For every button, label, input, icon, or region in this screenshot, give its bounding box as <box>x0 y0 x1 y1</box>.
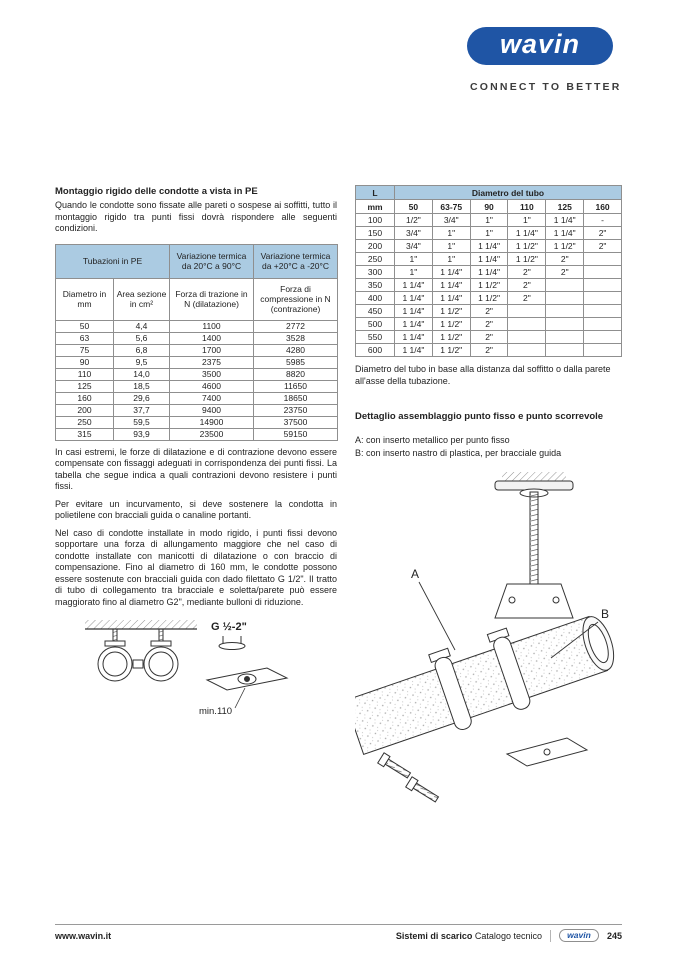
table-cell: 1" <box>470 214 508 227</box>
table-cell: 9,5 <box>114 356 170 368</box>
table-cell: 1 1/2" <box>508 253 546 266</box>
assembly-detail-diagram <box>355 468 622 823</box>
table-cell: 3500 <box>170 368 254 380</box>
table-cell <box>584 318 622 331</box>
table-row <box>356 253 622 266</box>
table-cell <box>584 331 622 344</box>
table-cell: 14,0 <box>114 368 170 380</box>
table-row <box>56 428 338 440</box>
table-cell: 315 <box>56 428 114 440</box>
thread-size-label: G ½-2" <box>211 621 247 633</box>
table-row <box>356 266 622 279</box>
intro-paragraph: Quando le condotte sono fissate alle pareti o sospese ai soffitti, tutto il montaggio rigido tra punti fissi dovrà rispondere alle seguenti condizioni. <box>55 200 337 233</box>
wavin-logo <box>467 27 613 65</box>
legend-a: A: con inserto metallico per punto fisso <box>355 435 510 445</box>
table-cell: 1 1/4" <box>546 214 584 227</box>
table-cell: 1" <box>395 253 433 266</box>
table-cell: 29,6 <box>114 392 170 404</box>
footer-section-bold: Sistemi di scarico <box>395 930 473 941</box>
table-cell: 1 1/4" <box>395 292 433 305</box>
table2-subheader-mm: mm <box>356 200 395 214</box>
min-dimension-leader <box>235 688 245 708</box>
screw-1 <box>378 753 412 781</box>
table-cell: 1 1/2" <box>432 344 470 357</box>
table-cell: 2" <box>470 331 508 344</box>
table-cell: 6,8 <box>114 344 170 356</box>
table1-header-variazione-meno20: Variazione termica da +20°C a -20°C <box>254 244 338 278</box>
table2-caption: Diametro del tubo in base alla distanza dal soffitto o dalla parete all'asse della tubazione. <box>355 364 611 386</box>
table-cell: 1 1/2" <box>508 240 546 253</box>
table-cell: 200 <box>56 404 114 416</box>
table2-col-90: 90 <box>470 200 508 214</box>
right-column <box>355 185 622 823</box>
table1-header-row-2 <box>56 278 338 320</box>
table-row <box>56 404 338 416</box>
table-cell: 1" <box>508 214 546 227</box>
table-cell: 1" <box>432 240 470 253</box>
table-cell: 1 1/4" <box>395 318 433 331</box>
table-row <box>356 305 622 318</box>
footer-wavin-logo-text: wavin <box>567 930 591 941</box>
table2-col-63-75: 63-75 <box>432 200 470 214</box>
threaded-rod <box>530 492 538 584</box>
table1-header <box>56 244 338 320</box>
detail-title: Dettaglio assemblaggio punto fisso e punto scorrevole <box>355 411 604 422</box>
table-cell: 1 1/4" <box>432 292 470 305</box>
table-cell: 1400 <box>170 332 254 344</box>
table-cell: 18650 <box>254 392 338 404</box>
table1-subheader-compressione: Forza di compressione in N (contrazione) <box>254 278 338 320</box>
table-cell: 5,6 <box>114 332 170 344</box>
table-cell <box>546 318 584 331</box>
table-cell: 1" <box>432 253 470 266</box>
table-cell: 2" <box>546 266 584 279</box>
table-cell: 3/4" <box>395 240 433 253</box>
table-cell: 125 <box>56 380 114 392</box>
bottom-plate <box>507 738 587 766</box>
table-cell: - <box>584 214 622 227</box>
pipe-clamps-cross-section <box>98 629 178 681</box>
table-cell: 1 1/4" <box>395 305 433 318</box>
footer-right <box>396 929 622 942</box>
table-cell: 550 <box>356 331 395 344</box>
table-cell: 150 <box>356 227 395 240</box>
footer-divider <box>55 924 622 925</box>
min-dimension-label: min.110 <box>199 706 233 717</box>
legend-b: B: con inserto nastro di plastica, per bracciale guida <box>355 448 562 458</box>
table-cell: 4280 <box>254 344 338 356</box>
fixing-detail-diagram <box>83 618 337 733</box>
table1-subheader-area: Area sezione in cm² <box>114 278 170 320</box>
table-cell: 350 <box>356 279 395 292</box>
table-cell: 200 <box>356 240 395 253</box>
table-cell: 1 1/4" <box>432 266 470 279</box>
table-cell: 18,5 <box>114 380 170 392</box>
table1-header-row-1 <box>56 244 338 278</box>
footer-separator <box>550 930 551 942</box>
table-row <box>56 320 338 332</box>
pipe-with-clamps <box>355 597 620 763</box>
table-cell <box>546 279 584 292</box>
table-cell <box>546 305 584 318</box>
section-title: Montaggio rigido delle condotte a vista in PE <box>55 186 258 197</box>
table-cell: 1" <box>470 227 508 240</box>
table-cell: 9400 <box>170 404 254 416</box>
paragraph-punti-fissi: Nel caso di condotte installate in modo rigido, i punti fissi devono sopportare una forza di allungamento maggiore che nel caso di condotte installate con manicotti di dilatazione o con braccio di compensazione. Fino al diametro di 160 mm, le condotte possono essere sostenute con bracciali guida con dado filettato G 1/2". Il tratto di tubo di collegamento tra bracciale e soletta/parete può essere maggiorato fino al diametro G2", mediante bulloni di riduzione. <box>55 527 337 607</box>
table2-header-row-1 <box>356 186 622 200</box>
table-cell: 2" <box>470 318 508 331</box>
table-row <box>56 344 338 356</box>
table-row <box>356 279 622 292</box>
table-cell: 2" <box>584 240 622 253</box>
table-cell: 1 1/2" <box>470 279 508 292</box>
wavin-logo-text: wavin <box>499 29 581 59</box>
table-cell: 59150 <box>254 428 338 440</box>
table1-header-variazione-90: Variazione termica da 20°C a 90°C <box>170 244 254 278</box>
table-cell: 1" <box>395 266 433 279</box>
pipe-diameter-table <box>355 185 622 357</box>
table-cell: 110 <box>56 368 114 380</box>
table2-col-160: 160 <box>584 200 622 214</box>
pe-pipes-forces-table <box>55 244 338 441</box>
table-row <box>356 318 622 331</box>
footer-website: www.wavin.it <box>55 931 112 941</box>
table-cell: 500 <box>356 318 395 331</box>
table-row <box>56 356 338 368</box>
table-cell: 1 1/2" <box>432 318 470 331</box>
label-a-leader <box>419 582 455 650</box>
table-cell: 37,7 <box>114 404 170 416</box>
ceiling-hatch <box>85 620 197 629</box>
table-cell: 75 <box>56 344 114 356</box>
table-cell: 11650 <box>254 380 338 392</box>
table-cell: 90 <box>56 356 114 368</box>
table-cell: 50 <box>56 320 114 332</box>
fixed-point-bracket <box>495 584 573 618</box>
table-cell: 2" <box>508 279 546 292</box>
table-row <box>56 416 338 428</box>
table-cell: 7400 <box>170 392 254 404</box>
left-column <box>55 186 337 733</box>
table-cell <box>508 344 546 357</box>
table-cell: 2" <box>584 227 622 240</box>
table2-col-125: 125 <box>546 200 584 214</box>
table-cell: 5985 <box>254 356 338 368</box>
table-cell: 1700 <box>170 344 254 356</box>
assembly-detail-drawing <box>355 468 620 818</box>
table-cell <box>508 305 546 318</box>
table-row <box>356 331 622 344</box>
table2-body <box>356 214 622 357</box>
table-cell <box>546 331 584 344</box>
table-cell <box>546 344 584 357</box>
table-cell: 1 1/2" <box>432 305 470 318</box>
table-cell <box>508 331 546 344</box>
coupler-shape <box>219 636 245 650</box>
table-cell: 1 1/2" <box>432 331 470 344</box>
footer-section <box>396 931 542 941</box>
screw-2 <box>406 777 440 805</box>
table-cell <box>508 318 546 331</box>
table-cell: 1 1/2" <box>546 240 584 253</box>
table-cell <box>584 279 622 292</box>
table-cell: 2" <box>508 266 546 279</box>
table-row <box>356 344 622 357</box>
table-cell: 250 <box>356 253 395 266</box>
table1-header-tubazioni: Tubazioni in PE <box>56 244 170 278</box>
table-cell <box>584 266 622 279</box>
table-cell: 1100 <box>170 320 254 332</box>
table-cell: 450 <box>356 305 395 318</box>
table-cell <box>584 292 622 305</box>
table-cell: 2" <box>470 305 508 318</box>
table2-header-diametro: Diametro del tubo <box>395 186 622 200</box>
table-cell: 14900 <box>170 416 254 428</box>
paragraph-forze: In casi estremi, le forze di dilatazione e di contrazione devono essere compensate con fissaggi adeguati in corrispondenza dei punti fissi. La tabella che segue indica a quali contrazioni devono resistere i punti fissi. <box>55 446 337 491</box>
footer-section-regular: Catalogo tecnico <box>474 930 542 941</box>
table-cell: 3/4" <box>395 227 433 240</box>
table-cell <box>584 344 622 357</box>
table-cell: 1 1/4" <box>395 344 433 357</box>
table2-header-L: L <box>356 186 395 200</box>
table-row <box>356 214 622 227</box>
table-cell: 1 1/4" <box>432 279 470 292</box>
table-cell: 1" <box>432 227 470 240</box>
footer-wavin-logo <box>559 929 599 942</box>
mounting-plate <box>207 668 287 690</box>
table-cell: 100 <box>356 214 395 227</box>
page-number: 245 <box>606 930 622 941</box>
table-cell: 59,5 <box>114 416 170 428</box>
brand-tagline: CONNECT TO BETTER <box>470 81 622 93</box>
table2-col-110: 110 <box>508 200 546 214</box>
table-cell: 23500 <box>170 428 254 440</box>
table-cell: 1 1/4" <box>508 227 546 240</box>
table-cell: 37500 <box>254 416 338 428</box>
table-cell: 1/2" <box>395 214 433 227</box>
table-cell: 2" <box>470 344 508 357</box>
table1-body <box>56 320 338 440</box>
table-cell: 3/4" <box>432 214 470 227</box>
table-cell: 2" <box>546 253 584 266</box>
table-cell: 400 <box>356 292 395 305</box>
table-cell: 2375 <box>170 356 254 368</box>
table2-header-row-2 <box>356 200 622 214</box>
table-cell: 300 <box>356 266 395 279</box>
table-row <box>56 332 338 344</box>
table-cell: 4,4 <box>114 320 170 332</box>
label-b: B <box>601 607 610 621</box>
table-cell: 2772 <box>254 320 338 332</box>
table2-col-50: 50 <box>395 200 433 214</box>
table-row <box>356 227 622 240</box>
table-row <box>356 292 622 305</box>
table-cell: 1 1/4" <box>470 240 508 253</box>
table1-subheader-trazione: Forza di trazione in N (dilatazione) <box>170 278 254 320</box>
fixing-detail-drawing <box>83 618 293 728</box>
table-row <box>356 240 622 253</box>
table-cell: 1 1/4" <box>395 279 433 292</box>
table-cell: 160 <box>56 392 114 404</box>
table-cell: 4600 <box>170 380 254 392</box>
table-cell: 600 <box>356 344 395 357</box>
table-cell: 3528 <box>254 332 338 344</box>
label-a: A <box>411 567 420 581</box>
table-cell: 1 1/4" <box>546 227 584 240</box>
table-cell: 23750 <box>254 404 338 416</box>
paragraph-incurvamento: Per evitare un incurvamento, si deve sostenere la condotta in polietilene con bracciali guida o canaline portanti. <box>55 498 337 520</box>
table-cell: 1 1/2" <box>470 292 508 305</box>
table2-header <box>356 186 622 214</box>
table-cell <box>546 292 584 305</box>
table-cell: 2" <box>508 292 546 305</box>
table-row <box>56 392 338 404</box>
table-cell <box>584 253 622 266</box>
table-cell: 8820 <box>254 368 338 380</box>
table-cell: 1 1/4" <box>395 331 433 344</box>
table-cell <box>584 305 622 318</box>
table1-subheader-diametro: Diametro in mm <box>56 278 114 320</box>
table-cell: 250 <box>56 416 114 428</box>
table-cell: 63 <box>56 332 114 344</box>
table-cell: 1 1/4" <box>470 253 508 266</box>
table-row <box>56 380 338 392</box>
table-row <box>56 368 338 380</box>
table-cell: 1 1/4" <box>470 266 508 279</box>
table-cell: 93,9 <box>114 428 170 440</box>
